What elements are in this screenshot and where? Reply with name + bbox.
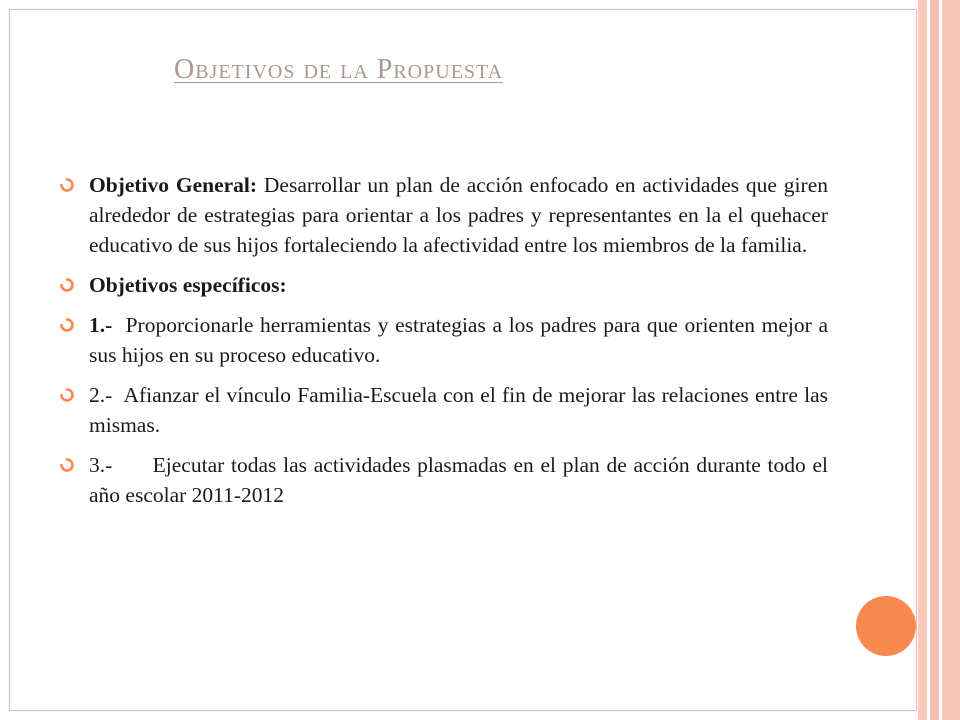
ring-bullet-icon bbox=[60, 178, 74, 192]
slide-title: Objetivos de la Propuesta bbox=[174, 54, 504, 85]
ring-bullet-icon bbox=[60, 388, 74, 402]
ring-bullet-icon bbox=[60, 318, 74, 332]
bullet-text: Desarrollar un plan de acción enfocado en actividades que giren alrededor de estrategias para orientar a los padres y representantes en la el quehacer educativo de sus hijos fortaleciendo la afectividad entre los miembros de la familia. bbox=[89, 173, 828, 257]
bullet-item bbox=[60, 450, 834, 510]
stripe bbox=[942, 0, 960, 720]
bullet-label: Objetivo General: bbox=[89, 173, 258, 197]
bullet-text: 2.- Afianzar el vínculo Familia-Escuela con el fin de mejorar las relaciones entre las mismas. bbox=[89, 383, 834, 437]
bullet-label: Objetivos específicos: bbox=[89, 273, 287, 297]
bullet-item bbox=[60, 170, 828, 260]
bullet-item bbox=[60, 270, 828, 300]
bullet-text: Proporcionarle herramientas y estrategias a los padres para que orienten mejor a sus hijos en su proceso educativo. bbox=[89, 313, 834, 367]
stripe bbox=[918, 0, 927, 720]
ring-bullet-icon bbox=[60, 278, 74, 292]
ring-bullet-icon bbox=[60, 458, 74, 472]
bullet-label: 1.- bbox=[89, 313, 113, 337]
stripe bbox=[930, 0, 939, 720]
stripes-decoration bbox=[918, 0, 960, 720]
orange-circle bbox=[856, 596, 916, 656]
bullet-list bbox=[60, 170, 834, 520]
bullet-item bbox=[60, 310, 834, 370]
bullet-item bbox=[60, 380, 834, 440]
bullet-text: 3.- Ejecutar todas las actividades plasmadas en el plan de acción durante todo el año escolar 2011-2012 bbox=[89, 453, 834, 507]
